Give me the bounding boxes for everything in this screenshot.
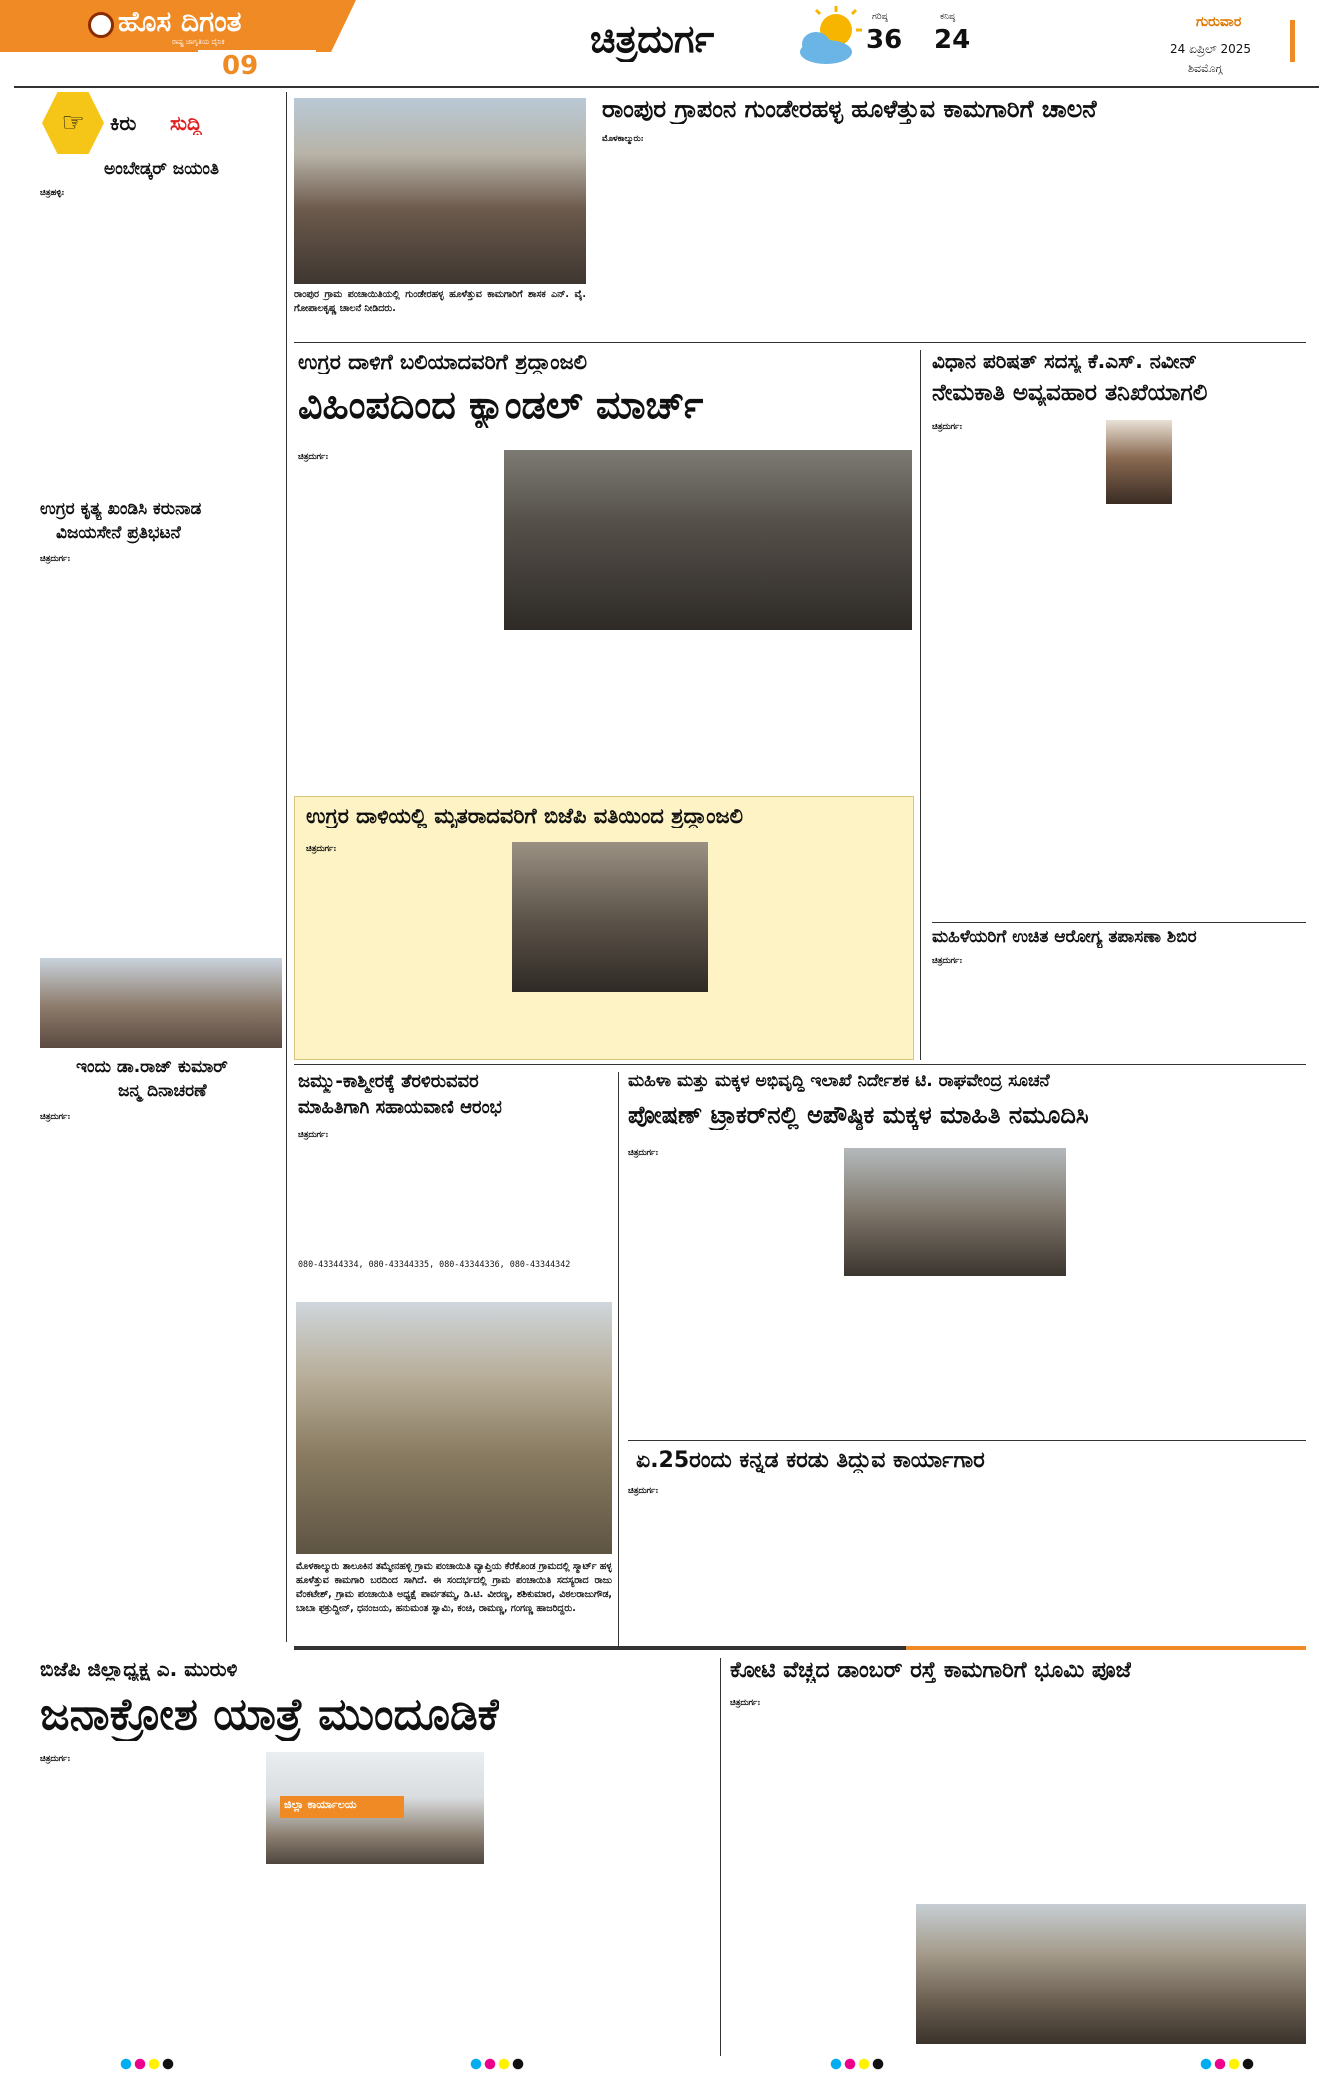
s7-body-c	[1076, 1146, 1306, 1436]
s8-dateline: ಚಿತ್ರದುರ್ಗ:	[628, 1485, 659, 1495]
s1-headline: ರಾಂಪುರ ಗ್ರಾಪಂನ ಗುಂಡೇರಹಳ್ಳ ಹೂಳೆತ್ತುವ ಕಾಮಗಾರಿಗೆ ಚಾಲನೆ	[602, 96, 1097, 123]
column-divider-mid	[920, 350, 921, 1060]
s6-photo	[296, 1302, 612, 1554]
s10-body	[730, 1696, 1306, 1896]
kiru-dateline-1: ಚಿತ್ರಹಳ್ಳಿ:	[40, 187, 65, 197]
pointing-hand-icon: ☞	[61, 108, 85, 138]
rule-s1	[294, 342, 1306, 343]
kiru-headline-1: ಅಂಬೇಡ್ಕರ್ ಜಯಂತಿ	[104, 160, 219, 179]
s10-photo	[916, 1904, 1306, 2044]
bottom-divider-accent	[906, 1646, 1306, 1650]
s5-dateline: ಚಿತ್ರದುರ್ಗ:	[932, 955, 963, 965]
kiru-body-1	[40, 186, 280, 492]
temp-min: 24	[934, 26, 971, 55]
s4-body-c	[1118, 514, 1306, 918]
kiru-headline-2b: ವಿಜಯಸೇನೆ ಪ್ರತಿಭಟನೆ	[56, 524, 181, 543]
s9-kicker: ಬಿಜೆಪಿ ಜಿಲ್ಲಾಧ್ಯಕ್ಷ ಎ. ಮುರುಳಿ	[40, 1658, 238, 1681]
s4-portrait	[1106, 420, 1172, 504]
s3-photo	[512, 842, 708, 992]
kiru-headline-2a: ಉಗ್ರರ ಕೃತ್ಯ ಖಂಡಿಸಿ ಕರುನಾಡ	[40, 500, 202, 519]
s6-caption: ಮೊಳಕಾಲ್ಮುರು ತಾಲೂಕಿನ ತಮ್ಮೇನಹಳ್ಳಿ ಗ್ರಾಮ ಪಂಚಾಯಿತಿ ವ್ಯಾಪ್ತಿಯ ಕೆರೆಕೊಂಡ ಗ್ರಾಮದಲ್ಲಿ ಸ್ಮಾರ್ಟ್ ಹಳ್ಳ ಹೂಳೆತ್ತುವ ಕಾಮಗಾರಿ ಬರದಿಂದ ಸಾಗಿದೆ. ಈ ಸಂದರ್ಭದಲ್ಲಿ ಗ್ರಾಮ ಪಂಚಾಯಿತಿ ಸದಸ್ಯರಾದ ರಾಜು ವೆಂಕಟೇಶ್, ಗ್ರಾಮ ಪಂಚಾಯಿತಿ ಅಧ್ಯಕ್ಷೆ ಪಾರ್ವತಮ್ಮ, ಡಿ.ಟಿ. ವೀರಣ್ಣ, ಶಶಿಕುಮಾರ, ವಿಠಲರಾಜುಗೌಡ, ಬಾಬಾ ಫಕ್ರುದ್ದೀನ್, ಧನಂಜಯ, ಹನುಮಂತ ಸ್ವಾಮಿ, ಕಂಚಿ, ರಾಮಣ್ಣ, ಗಂಗಣ್ಣ ಹಾಜರಿದ್ದರು.	[296, 1561, 612, 1614]
s7-kicker: ಮಹಿಳಾ ಮತ್ತು ಮಕ್ಕಳ ಅಭಿವೃದ್ಧಿ ಇಲಾಖೆ ನಿರ್ದೇಶಕ ಟಿ. ರಾಘವೇಂದ್ರ ಸೂಚನೆ	[628, 1072, 1050, 1091]
s3-body-b	[512, 998, 708, 1054]
s6-headline-2: ಮಾಹಿತಿಗಾಗಿ ಸಹಾಯವಾಣಿ ಆರಂಭ	[298, 1098, 502, 1118]
s9-photo-text: ಜಿಲ್ಲಾ ಕಾರ್ಯಾಲಯ	[284, 1799, 357, 1811]
column-divider-s6	[618, 1072, 619, 1646]
s6-phones: 080-43344334, 080-43344335, 080-43344336, 080-43344342	[298, 1259, 571, 1269]
s3-dateline: ಚಿತ್ರದುರ್ಗ:	[306, 843, 337, 853]
day-label: ಗುರುವಾರ	[1196, 14, 1242, 30]
s3-headline: ಉಗ್ರರ ದಾಳಿಯಲ್ಲಿ ಮೃತರಾದವರಿಗೆ ಬಿಜೆಪಿ ವತಿಯಿಂದ ಶ್ರದ್ಧಾಂಜಲಿ	[306, 804, 743, 828]
kiru-headline-3a: ಇಂದು ಡಾ.ರಾಜ್ ಕುಮಾರ್	[76, 1058, 228, 1077]
kiru-headline-3b: ಜನ್ಮ ದಿನಾಚರಣೆ	[118, 1082, 207, 1101]
weather-sun-cloud-icon	[790, 4, 868, 70]
registration-dot-icon	[470, 2058, 530, 2070]
temp-max-label: ಗರಿಷ್ಠ	[872, 12, 888, 22]
s9-body-b	[266, 1872, 484, 2052]
tagline: ರಾಷ್ಟ್ರ ಜಾಗೃತಿಯ ದೈನಿಕ	[172, 38, 225, 46]
s10-body-b	[730, 1904, 908, 2044]
s1-photo	[294, 98, 586, 284]
kiru-label-a: ಕಿರು	[110, 112, 137, 135]
s10-headline: ಕೋಟಿ ವೆಚ್ಚದ ಡಾಂಬರ್ ರಸ್ತೆ ಕಾಮಗಾರಿಗೆ ಭೂಮಿ ಪೂಜೆ	[730, 1658, 1132, 1683]
s1-dateline: ಮೊಳಕಾಲ್ಮುರು:	[602, 133, 644, 143]
s1-caption: ರಾಂಪುರ ಗ್ರಾಮ ಪಂಚಾಯಿತಿಯಲ್ಲಿ ಗುಂಡೇರಹಳ್ಳ ಹೂಳೆತ್ತುವ ಕಾಮಗಾರಿಗೆ ಶಾಸಕ ಎನ್. ವೈ. ಗೋಪಾಲಕೃಷ್ಣ ಚಾಲನೆ ನೀಡಿದರು.	[294, 289, 586, 314]
paper-name: ಹೊಸ ದಿಗಂತ	[118, 6, 242, 38]
masthead-accent-bar	[1290, 20, 1295, 62]
s9-body-a	[40, 1752, 258, 2052]
kiru-label-b: ಸುದ್ದಿ	[170, 112, 202, 135]
s1-body	[602, 132, 1302, 336]
s2-dateline: ಚಿತ್ರದುರ್ಗ:	[298, 451, 329, 461]
s6-dateline: ಚಿತ್ರದುರ್ಗ:	[298, 1129, 329, 1139]
s5-headline: ಮಹಿಳೆಯರಿಗೆ ಉಚಿತ ಆರೋಗ್ಯ ತಪಾಸಣಾ ಶಿಬಿರ	[932, 928, 1197, 947]
s8-headline: ಏ.25ರಂದು ಕನ್ನಡ ಕರಡು ತಿದ್ದುವ ಕಾರ್ಯಾಗಾರ	[636, 1448, 985, 1473]
s9-dateline: ಚಿತ್ರದುರ್ಗ:	[40, 1753, 71, 1763]
s3-body-a	[306, 842, 502, 1052]
column-divider-bottom	[720, 1658, 721, 2056]
s7-dateline: ಚಿತ್ರದುರ್ಗ:	[628, 1147, 659, 1157]
s2-photo	[504, 450, 912, 630]
s9-headline: ಜನಾಕ್ರೋಶ ಯಾತ್ರೆ ಮುಂದೂಡಿಕೆ	[40, 1690, 500, 1740]
rule-mid	[294, 1064, 1306, 1065]
s2-headline: ವಿಹಿಂಪದಿಂದ ಕ್ಯಾಂಡಲ್ ಮಾರ್ಚ್	[298, 384, 704, 427]
s4-headline-2: ನೇಮಕಾತಿ ಅವ್ಯವಹಾರ ತನಿಖೆಯಾಗಲಿ	[932, 380, 1208, 406]
date-label: 24 ಏಪ್ರಿಲ್ 2025	[1170, 42, 1252, 56]
s7-body-b	[844, 1282, 1066, 1436]
registration-dot-icon	[830, 2058, 890, 2070]
kiru-photo	[40, 958, 282, 1048]
s4-body-b	[1180, 420, 1306, 510]
s6-body	[298, 1128, 610, 1258]
rule-s4	[932, 922, 1306, 923]
kiru-dateline-3: ಚಿತ್ರದುರ್ಗ:	[40, 1111, 71, 1121]
kiru-dateline-2: ಚಿತ್ರದುರ್ಗ:	[40, 553, 71, 563]
registration-dot-icon	[1200, 2058, 1260, 2070]
s8-body	[628, 1484, 1306, 1644]
bottom-divider-dark	[294, 1646, 906, 1650]
s9-body-c	[494, 1752, 712, 2052]
s10-dateline: ಚಿತ್ರದುರ್ಗ:	[730, 1697, 761, 1707]
s4-headline-1: ವಿಧಾನ ಪರಿಷತ್ ಸದಸ್ಯ ಕೆ.ಎಸ್. ನವೀನ್	[932, 350, 1198, 373]
city-name: ಚಿತ್ರದುರ್ಗ	[590, 18, 715, 61]
s3-body-c	[718, 842, 906, 1054]
kiru-body-2	[40, 552, 280, 950]
temp-min-label: ಕನಿಷ್ಠ	[940, 12, 956, 22]
s4-dateline: ಚಿತ್ರದುರ್ಗ:	[932, 421, 963, 431]
s5-body	[932, 954, 1306, 1056]
masthead-emblem-icon	[88, 12, 114, 38]
rule-s7	[628, 1440, 1306, 1441]
s4-body-a	[932, 420, 1108, 918]
kiru-body-3	[40, 1110, 280, 1640]
page-number: 09	[222, 52, 259, 81]
s7-headline: ಪೋಷಣ್ ಟ್ರ್ಯಾಕರ್‌ನಲ್ಲಿ ಅಪೌಷ್ಠಿಕ ಮಕ್ಕಳ ಮಾಹಿತಿ ನಮೂದಿಸಿ	[628, 1102, 1089, 1129]
masthead-rule	[14, 86, 1319, 88]
temp-max: 36	[866, 26, 903, 55]
column-divider-left	[286, 92, 287, 1642]
s2-kicker: ಉಗ್ರರ ದಾಳಿಗೆ ಬಲಿಯಾದವರಿಗೆ ಶ್ರದ್ಧಾಂಜಲಿ	[298, 350, 588, 374]
s7-body-a	[628, 1146, 834, 1436]
s6-headline-1: ಜಮ್ಮು-ಕಾಶ್ಮೀರಕ್ಕೆ ತೆರಳಿರುವವರ	[298, 1072, 479, 1092]
s7-photo	[844, 1148, 1066, 1276]
registration-dot-icon	[120, 2058, 180, 2070]
s2-body-b	[504, 636, 912, 790]
edition-label: ಶಿವಮೊಗ್ಗ	[1188, 62, 1223, 75]
s2-body-a	[298, 450, 490, 790]
